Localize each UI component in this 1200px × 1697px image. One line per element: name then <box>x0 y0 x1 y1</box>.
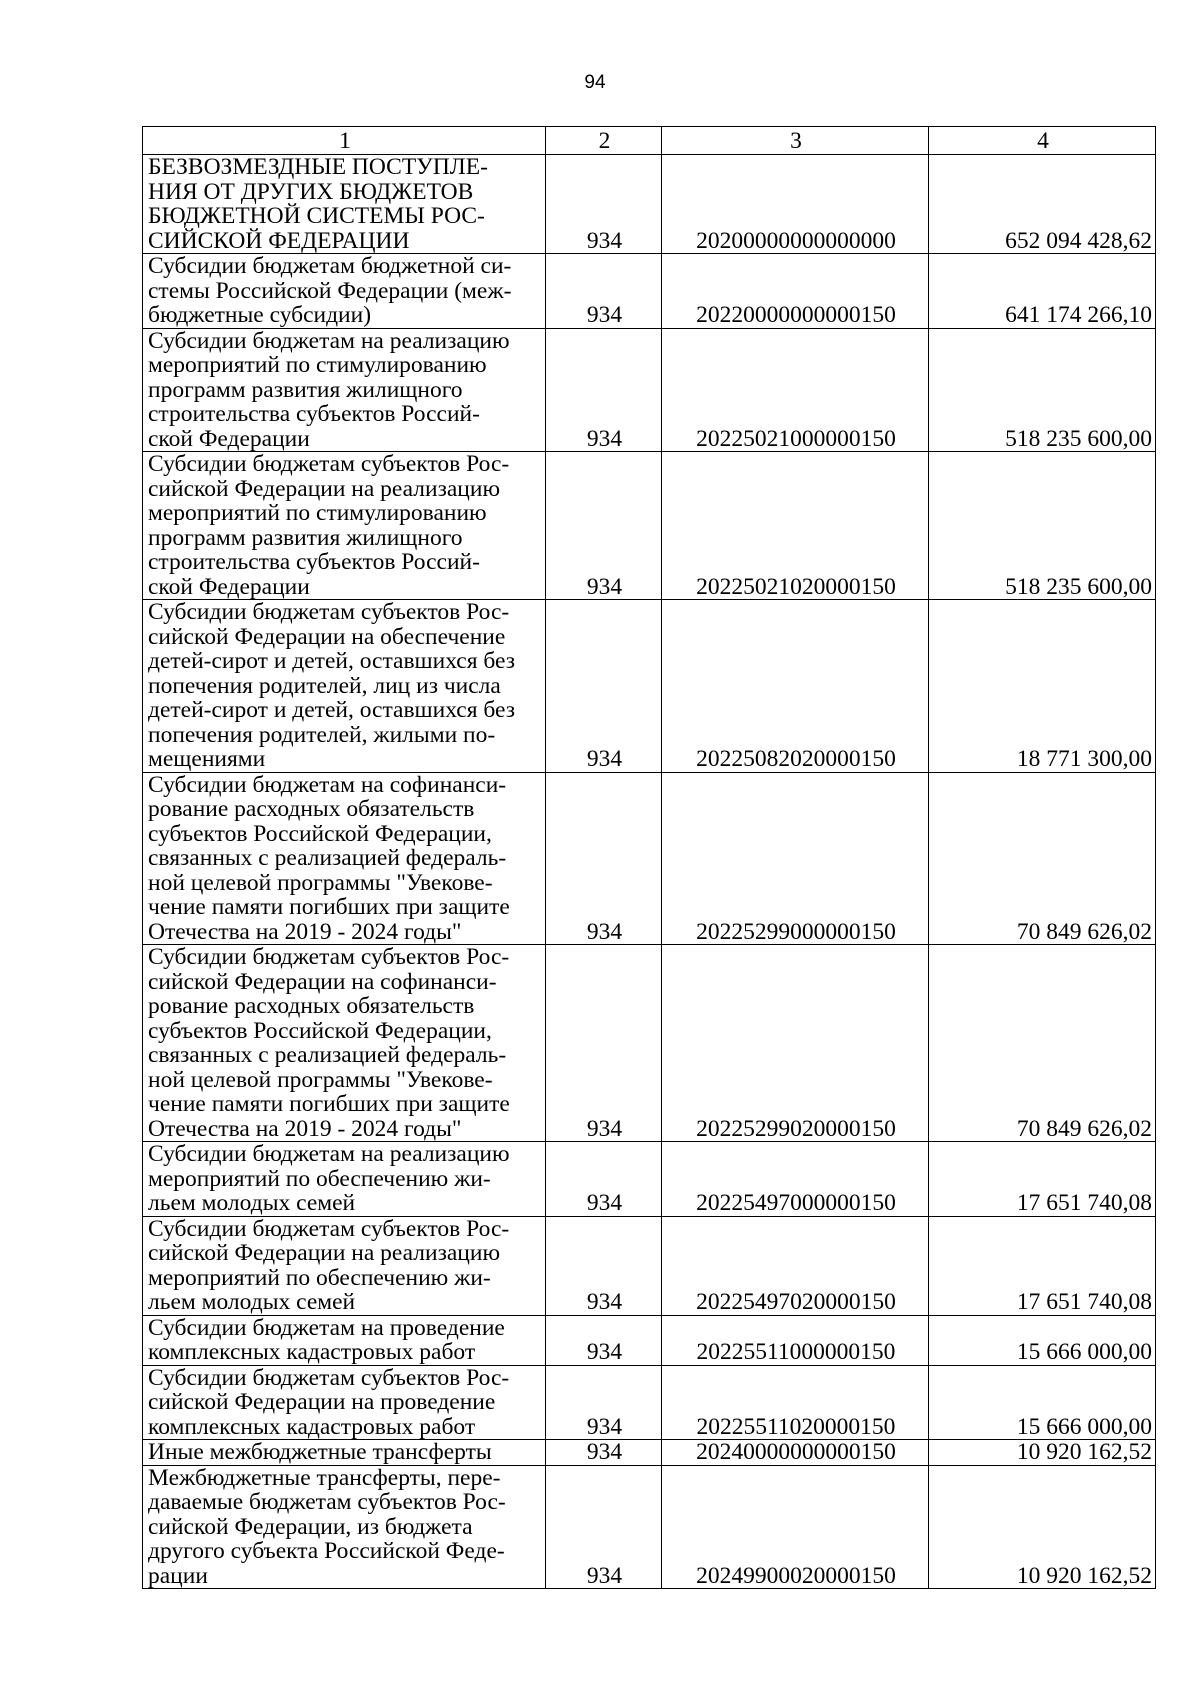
row-name-line: Субсидии бюджетам субъектов Рос- <box>148 451 510 477</box>
row-name-line: другого субъекта Российской Феде- <box>148 1538 505 1564</box>
row-budget-code-cell: 20225299000000150 <box>662 772 929 945</box>
row-admin-code-cell: 934 <box>546 155 662 254</box>
table-row <box>143 1142 1156 1217</box>
row-name-line: НИЯ ОТ ДРУГИХ БЮДЖЕТОВ <box>148 178 474 205</box>
table-row <box>143 1440 1156 1466</box>
row-name-line: связанных с реализацией федераль- <box>148 1042 507 1068</box>
row-name-line: ской Федерации <box>148 425 310 452</box>
row-admin-code-cell: 934 <box>546 1216 662 1315</box>
row-amount-cell: 518 235 600,00 <box>929 328 1156 452</box>
row-name-cell <box>143 1465 546 1589</box>
row-name-cell <box>143 452 546 600</box>
table-row <box>143 1465 1156 1589</box>
row-budget-code-cell: 20225021020000150 <box>662 452 929 600</box>
row-name-cell <box>143 1365 546 1440</box>
row-name-line: льем молодых семей <box>148 1190 356 1216</box>
row-name-line: связанных с реализацией федераль- <box>148 845 507 871</box>
table-row <box>143 328 1156 452</box>
row-budget-code-cell: 20225021000000150 <box>662 328 929 452</box>
row-name-line: Субсидии бюджетам субъектов Рос- <box>148 1365 510 1391</box>
row-name-line: программ развития жилищного <box>148 376 463 403</box>
row-admin-code-cell: 934 <box>546 1465 662 1589</box>
row-admin-code-cell: 934 <box>546 328 662 452</box>
row-name-line: попечения родителей, жилыми по- <box>148 721 496 748</box>
row-name-line: Субсидии бюджетам на реализацию <box>148 1141 510 1167</box>
row-name-line: Субсидии бюджетам бюджетной си- <box>148 253 512 279</box>
row-name-line: сийской Федерации, из бюджета <box>148 1513 473 1540</box>
row-amount-cell: 17 651 740,08 <box>929 1216 1156 1315</box>
row-name-line: мероприятий по обеспечению жи- <box>148 1264 491 1291</box>
row-admin-code-cell: 934 <box>546 1315 662 1365</box>
column-header-4: 4 <box>929 127 1156 155</box>
row-amount-cell: 70 849 626,02 <box>929 945 1156 1142</box>
table-row <box>143 772 1156 945</box>
row-admin-code-cell: 934 <box>546 1142 662 1217</box>
row-name-line: программ развития жилищного <box>148 524 463 551</box>
row-name-line: Субсидии бюджетам субъектов Рос- <box>148 1216 510 1242</box>
row-name-line: БЕЗВОЗМЕЗДНЫЕ ПОСТУПЛЕ- <box>148 154 488 180</box>
row-name-line: Субсидии бюджетам субъектов Рос- <box>148 599 510 625</box>
row-name-line: рование расходных обязательств <box>148 796 475 822</box>
row-name-line: бюджетные субсидии) <box>148 302 372 328</box>
row-name-line: мероприятий по обеспечению жи- <box>148 1165 491 1192</box>
row-budget-code-cell: 20225511000000150 <box>662 1315 929 1365</box>
row-budget-code-cell: 20220000000000150 <box>662 254 929 329</box>
row-admin-code-cell: 934 <box>546 1365 662 1440</box>
row-amount-cell: 15 666 000,00 <box>929 1365 1156 1440</box>
table-row <box>143 600 1156 773</box>
row-amount-cell: 17 651 740,08 <box>929 1142 1156 1217</box>
row-name-line: сийской Федерации на реализацию <box>148 475 501 502</box>
table-row <box>143 1216 1156 1315</box>
row-amount-cell: 18 771 300,00 <box>929 600 1156 773</box>
row-name-line: рации <box>148 1562 208 1589</box>
row-name-line: сийской Федерации на софинанси- <box>148 968 497 995</box>
row-name-cell <box>143 772 546 945</box>
table-row <box>143 155 1156 254</box>
row-name-cell <box>143 1315 546 1365</box>
row-name-line: ной целевой программы "Увекове- <box>148 1066 493 1093</box>
row-name-line: сийской Федерации на проведение <box>148 1389 496 1415</box>
row-admin-code-cell: 934 <box>546 772 662 945</box>
row-name-line: чение памяти погибших при защите <box>148 894 510 920</box>
row-name-line: субъектов Российской Федерации, <box>148 1017 492 1044</box>
column-header-3: 3 <box>662 127 929 155</box>
row-amount-cell: 15 666 000,00 <box>929 1315 1156 1365</box>
row-name-cell <box>143 1216 546 1315</box>
row-budget-code-cell: 20225299020000150 <box>662 945 929 1142</box>
row-amount-cell: 10 920 162,52 <box>929 1465 1156 1589</box>
row-name-line: ной целевой программы "Увекове- <box>148 869 493 896</box>
row-admin-code-cell: 934 <box>546 945 662 1142</box>
row-name-cell <box>143 1142 546 1217</box>
row-name-line: субъектов Российской Федерации, <box>148 820 492 847</box>
row-budget-code-cell: 20225082020000150 <box>662 600 929 773</box>
row-name-line: Субсидии бюджетам субъектов Рос- <box>148 944 510 970</box>
table-row <box>143 452 1156 600</box>
row-name-line: строительства субъектов Россий- <box>148 401 480 427</box>
row-name-line: Отечества на 2019 - 2024 годы" <box>148 1115 462 1142</box>
row-name-line: Межбюджетные трансферты, пере- <box>148 1465 501 1491</box>
row-name-cell <box>143 600 546 773</box>
row-amount-cell: 10 920 162,52 <box>929 1440 1156 1466</box>
row-name-cell <box>143 328 546 452</box>
revenue-table <box>142 126 1156 1589</box>
row-name-line: СИЙСКОЙ ФЕДЕРАЦИИ <box>148 227 410 254</box>
row-name-line: Иные межбюджетные трансферты <box>148 1439 492 1465</box>
row-name-line: попечения родителей, лиц из числа <box>148 672 501 699</box>
row-name-line: строительства субъектов Россий- <box>148 549 480 575</box>
row-name-line: Субсидии бюджетам на софинанси- <box>148 772 507 798</box>
row-name-cell <box>143 945 546 1142</box>
row-name-line: мещениями <box>148 746 266 772</box>
row-budget-code-cell: 20225497000000150 <box>662 1142 929 1217</box>
row-budget-code-cell: 20225497020000150 <box>662 1216 929 1315</box>
row-amount-cell: 652 094 428,62 <box>929 155 1156 254</box>
row-admin-code-cell: 934 <box>546 1440 662 1466</box>
row-name-line: комплексных кадастровых работ <box>148 1339 476 1365</box>
row-admin-code-cell: 934 <box>546 452 662 600</box>
row-name-line: сийской Федерации на реализацию <box>148 1240 501 1266</box>
table-header-row <box>143 127 1156 155</box>
row-name-cell <box>143 155 546 254</box>
row-amount-cell: 70 849 626,02 <box>929 772 1156 945</box>
table-row <box>143 1365 1156 1440</box>
row-name-line: Субсидии бюджетам на проведение <box>148 1315 505 1341</box>
row-budget-code-cell: 20249900020000150 <box>662 1465 929 1589</box>
row-amount-cell: 641 174 266,10 <box>929 254 1156 329</box>
table-row <box>143 254 1156 329</box>
row-name-line: льем молодых семей <box>148 1289 356 1315</box>
table-row <box>143 945 1156 1142</box>
row-amount-cell: 518 235 600,00 <box>929 452 1156 600</box>
row-admin-code-cell: 934 <box>546 600 662 773</box>
column-header-2: 2 <box>546 127 662 155</box>
row-name-line: стемы Российской Федерации (меж- <box>148 277 512 304</box>
table-row <box>143 1315 1156 1365</box>
row-name-line: чение памяти погибших при защите <box>148 1091 510 1117</box>
row-name-line: рование расходных обязательств <box>148 993 475 1019</box>
table-body <box>143 127 1156 1589</box>
row-name-cell <box>143 1440 546 1466</box>
row-name-line: Отечества на 2019 - 2024 годы" <box>148 918 462 945</box>
row-budget-code-cell: 20240000000000150 <box>662 1440 929 1466</box>
row-name-line: сийской Федерации на обеспечение <box>148 623 506 650</box>
row-name-line: детей-сирот и детей, оставшихся без <box>148 697 516 723</box>
row-budget-code-cell: 20200000000000000 <box>662 155 929 254</box>
row-name-line: ской Федерации <box>148 573 310 600</box>
row-name-line: детей-сирот и детей, оставшихся без <box>148 648 516 674</box>
row-name-line: даваемые бюджетам субъектов Рос- <box>148 1489 506 1515</box>
row-name-line: мероприятий по стимулированию <box>148 352 487 378</box>
column-header-1: 1 <box>143 127 546 155</box>
page-number: 94 <box>584 72 606 93</box>
row-admin-code-cell: 934 <box>546 254 662 329</box>
row-name-line: комплексных кадастровых работ <box>148 1413 476 1440</box>
row-name-line: БЮДЖЕТНОЙ СИСТЕМЫ РОС- <box>148 203 485 229</box>
row-budget-code-cell: 20225511020000150 <box>662 1365 929 1440</box>
row-name-line: мероприятий по стимулированию <box>148 500 487 526</box>
row-name-cell <box>143 254 546 329</box>
row-name-line: Субсидии бюджетам на реализацию <box>148 328 510 354</box>
